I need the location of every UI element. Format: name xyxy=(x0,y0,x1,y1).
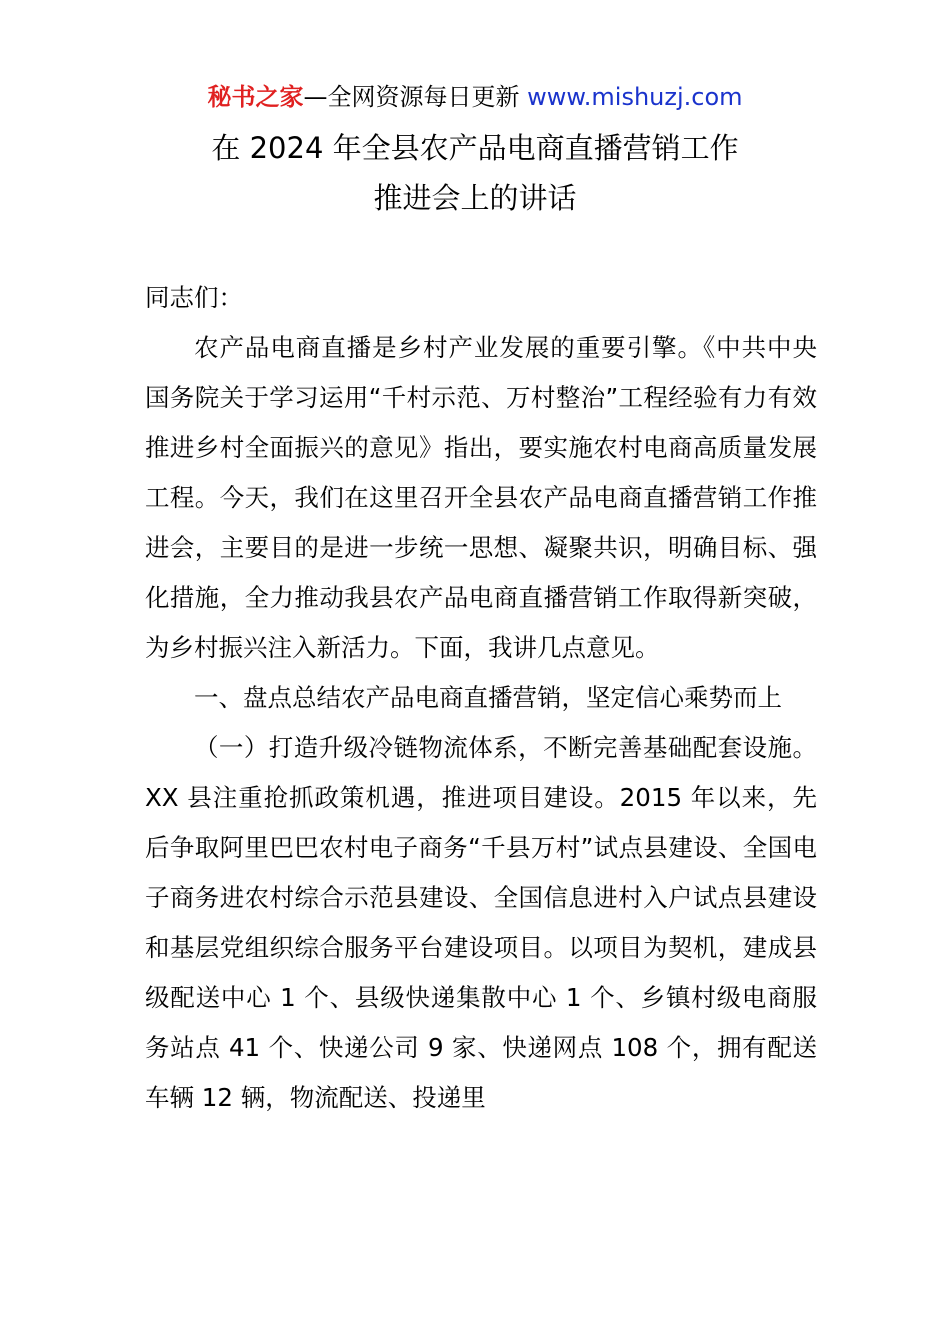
document-title-line-2: 推进会上的讲话 xyxy=(373,181,577,215)
site-url-link[interactable]: www.mishuzj.com xyxy=(527,83,743,111)
site-banner xyxy=(0,80,950,114)
document-title-line-1: 在 2024 年全县农产品电商直播营销工作 xyxy=(211,131,739,165)
banner-tagline: —全网资源每日更新 xyxy=(303,83,520,111)
document-body xyxy=(145,273,842,1123)
body-paragraph: 农产品电商直播是乡村产业发展的重要引擎。《中共中央 国务院关于学习运用“千村示范、万村整治”工程经验有力有效推进乡村全面振兴的意见》指出，要实施农村电商高质量发展工程。今天，我们在这里召开全县农产品电商直播营销工作推进会，主要目的是进一步统一思想、凝聚共识，明确目标、强化措施，全力推动我县农产品电商直播营销工作取得新突破，为乡村振兴注入新活力。下面，我讲几点意见。 xyxy=(145,333,842,662)
section-heading: 一、盘点总结农产品电商直播营销，坚定信心乘势而上 xyxy=(194,683,782,712)
body-paragraph: （一）打造升级冷链物流体系，不断完善基础配套设施。XX 县注重抢抓政策机遇，推进项目建设。2015 年以来，先后争取阿里巴巴农村电子商务“千县万村”试点县建设、全国电子商务进农村综合示范县建设、全国信息进村入户试点县建设和基层党组织综合服务平台建设项目。以项目为契机，建成县级配送中心 1 个、县级快递集散中心 1 个、乡镇村级电商服务站点 41 个、快递公司 9 家、快递网点 108 个，拥有配送车辆 12 辆，物流配送、投递里 xyxy=(145,733,817,1112)
brand-name: 秘书之家 xyxy=(207,83,304,111)
salutation: 同志们： xyxy=(145,283,243,312)
